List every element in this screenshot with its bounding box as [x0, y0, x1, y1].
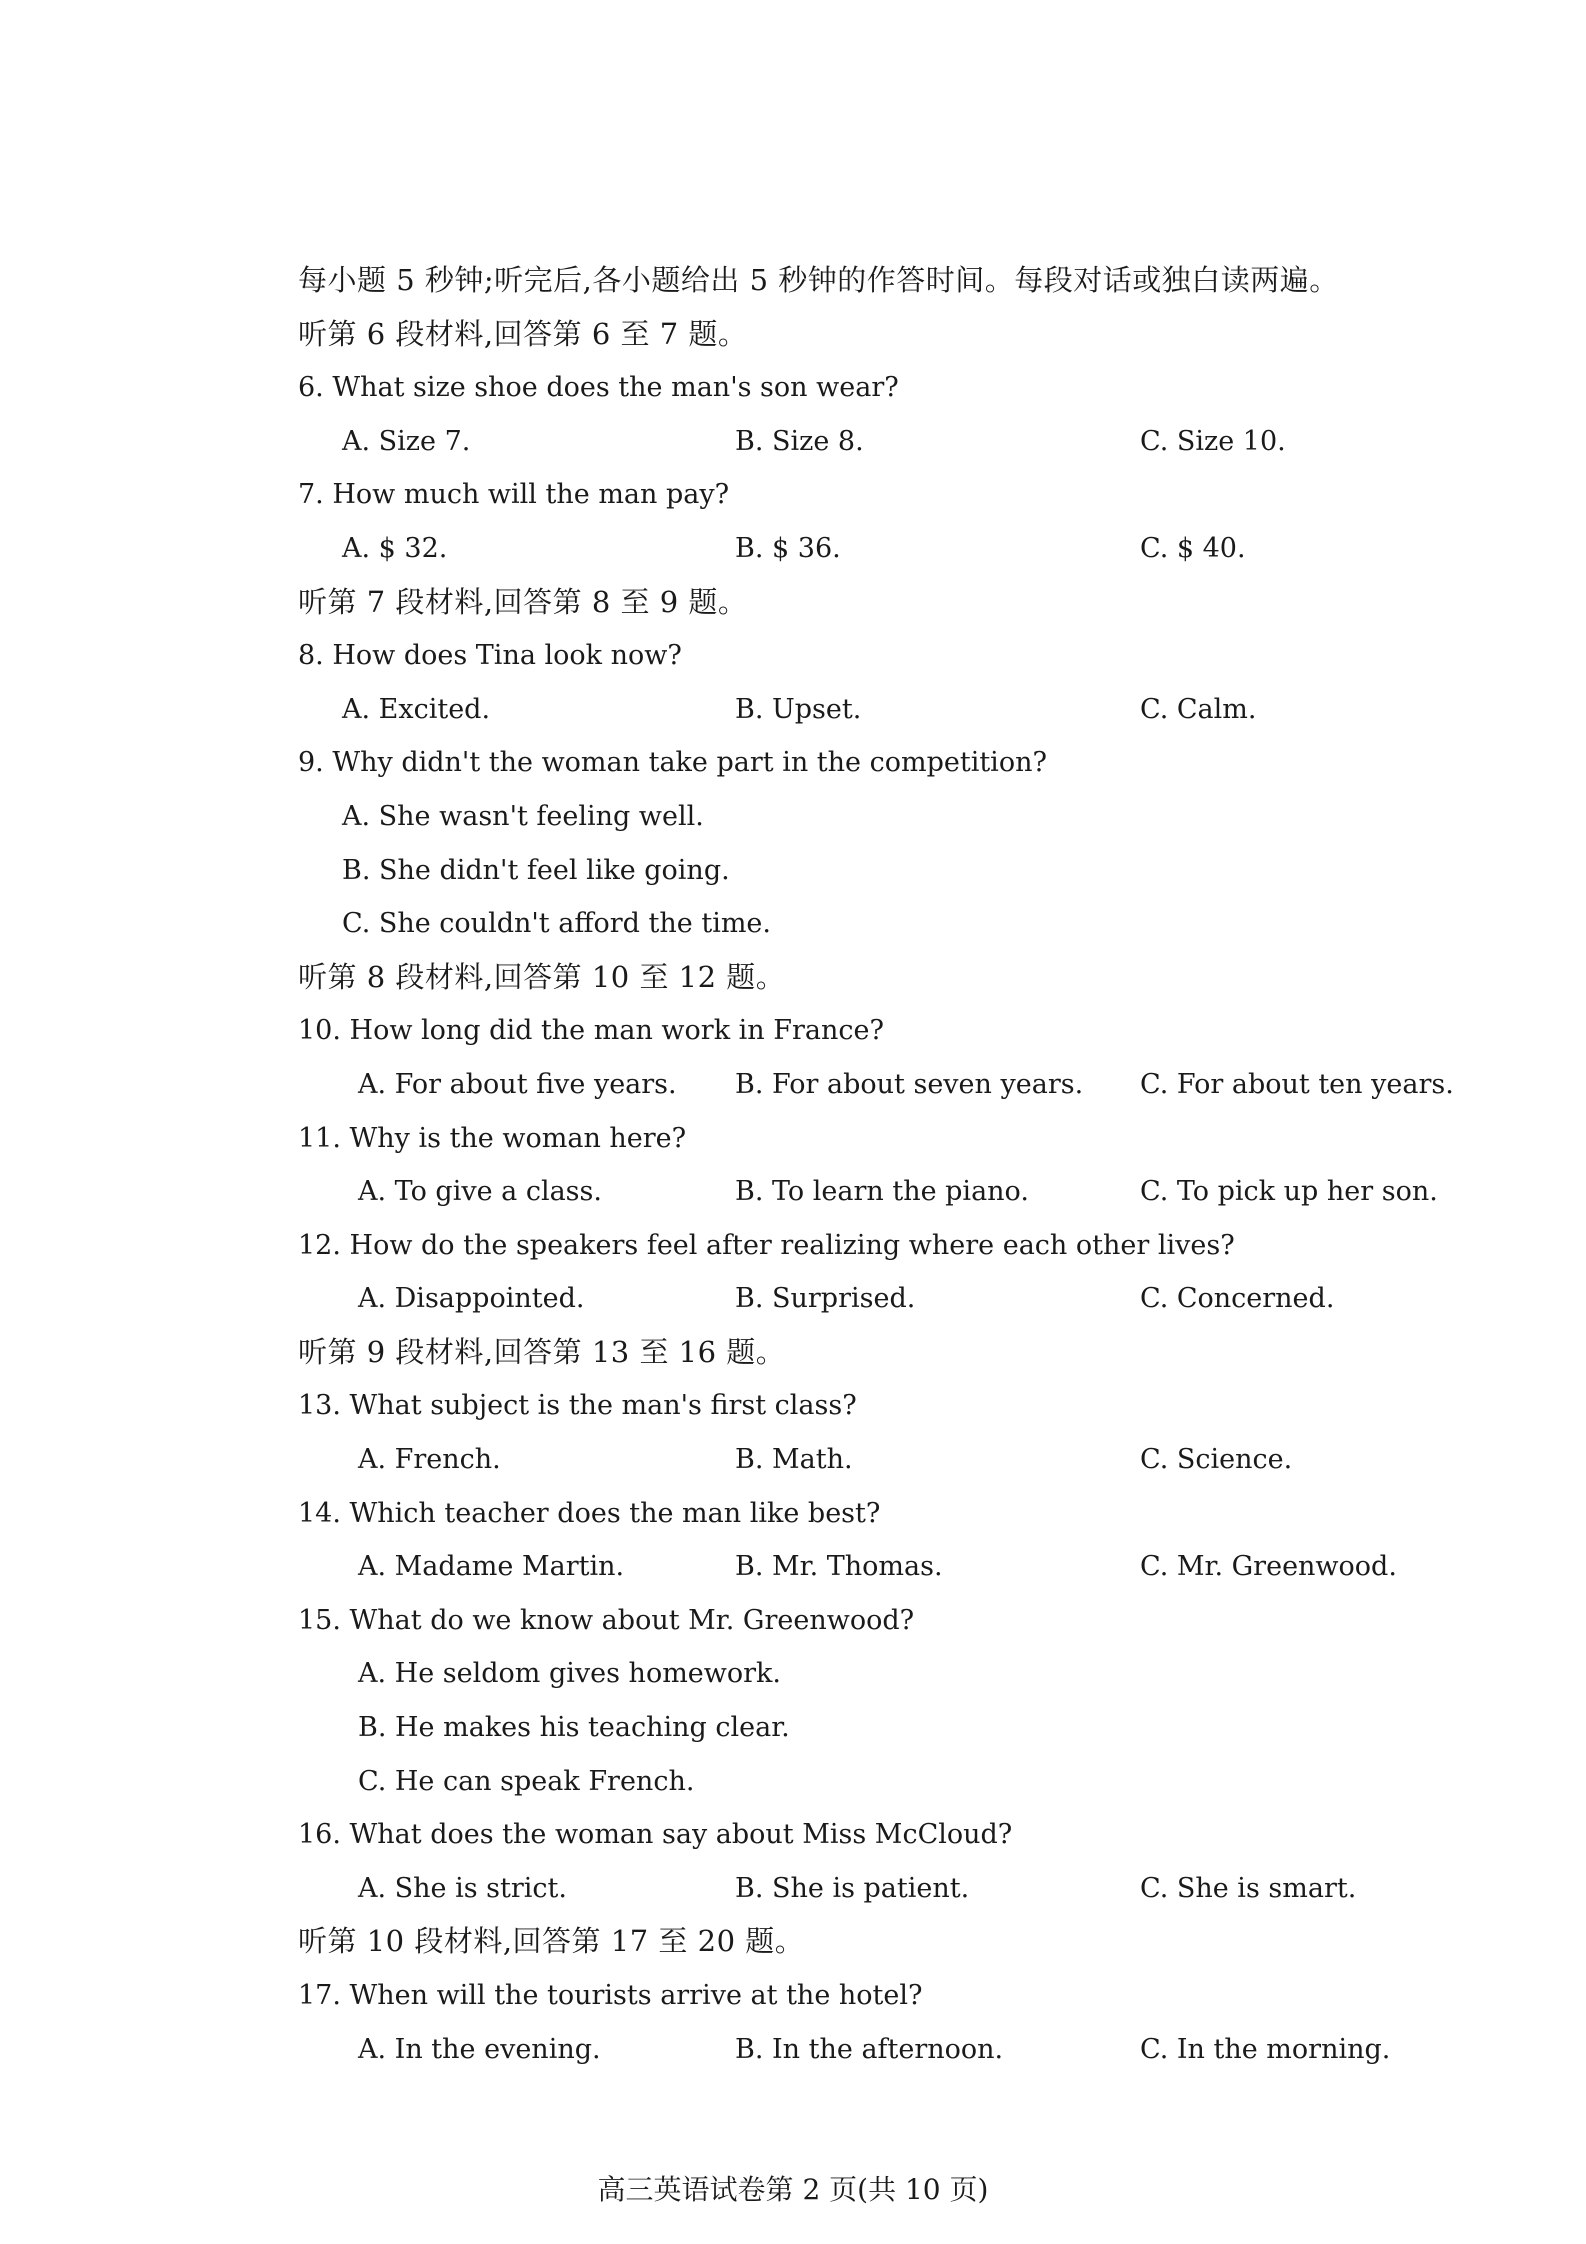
option-b: B. Math. — [735, 1444, 853, 1476]
option-b: B. Mr. Thomas. — [735, 1551, 943, 1583]
question-stem: 14. Which teacher does the man like best? — [298, 1497, 881, 1529]
section-heading: 听第 6 段材料,回答第 6 至 7 题。 — [298, 316, 748, 351]
option-c: C. In the morning. — [1140, 2033, 1391, 2065]
option-c: C. Science. — [1140, 1444, 1293, 1476]
option-c: C. She couldn't afford the time. — [342, 908, 771, 940]
options-row — [298, 1165, 1498, 1219]
option-a: A. In the evening. — [358, 2033, 601, 2065]
option-c: C. He can speak French. — [358, 1765, 695, 1797]
options-row — [298, 522, 1498, 576]
option-a: A. Madame Martin. — [358, 1551, 625, 1583]
option-b: B. She is patient. — [735, 1872, 970, 1904]
option-a: A. Disappointed. — [358, 1283, 585, 1315]
option-a: A. She wasn't feeling well. — [342, 800, 704, 832]
option-b: B. In the afternoon. — [735, 2033, 1004, 2065]
option-c: C. Concerned. — [1140, 1283, 1335, 1315]
section-heading: 听第 10 段材料,回答第 17 至 20 题。 — [298, 1924, 805, 1959]
option-b: B. Upset. — [735, 693, 862, 725]
options-row — [298, 1433, 1498, 1487]
options-row — [298, 683, 1498, 737]
section-heading: 听第 9 段材料,回答第 13 至 16 题。 — [298, 1334, 786, 1369]
option-a: A. To give a class. — [358, 1176, 602, 1208]
options-row — [298, 1058, 1498, 1112]
option-b: B. Size 8. — [735, 425, 864, 457]
question-stem: 11. Why is the woman here? — [298, 1122, 687, 1154]
page-content — [298, 254, 1498, 2076]
question-stem: 15. What do we know about Mr. Greenwood? — [298, 1604, 915, 1636]
option-a: A. For about five years. — [358, 1068, 677, 1100]
question-stem: 17. When will the tourists arrive at the hotel? — [298, 1980, 923, 2011]
question-stem: 7. How much will the man pay? — [298, 479, 730, 511]
option-c: C. Mr. Greenwood. — [1140, 1551, 1397, 1583]
option-a: A. French. — [358, 1444, 501, 1476]
option-c: C. To pick up her son. — [1140, 1176, 1438, 1208]
option-b: B. He makes his teaching clear. — [358, 1712, 790, 1744]
option-c: C. For about ten years. — [1140, 1068, 1454, 1100]
option-b: B. To learn the piano. — [735, 1176, 1029, 1208]
question-stem: 8. How does Tina look now? — [298, 640, 682, 672]
option-c: C. Calm. — [1140, 693, 1257, 725]
section-heading: 听第 7 段材料,回答第 8 至 9 题。 — [298, 584, 748, 619]
option-b: B. $ 36. — [735, 532, 841, 564]
options-row — [298, 1272, 1498, 1326]
options-row — [298, 1540, 1498, 1594]
page-footer: 高三英语试卷第 2 页(共 10 页) — [597, 2173, 989, 2206]
option-a: A. He seldom gives homework. — [358, 1658, 781, 1690]
option-a: A. Excited. — [342, 693, 491, 725]
option-b: B. She didn't feel like going. — [342, 854, 730, 886]
question-stem: 10. How long did the man work in France? — [298, 1015, 884, 1047]
options-row — [298, 1862, 1498, 1916]
section-heading: 听第 8 段材料,回答第 10 至 12 题。 — [298, 959, 786, 994]
option-a: A. She is strict. — [358, 1872, 567, 1904]
options-row — [298, 415, 1498, 469]
option-c: C. Size 10. — [1140, 425, 1286, 457]
option-c: C. She is smart. — [1140, 1872, 1357, 1904]
option-c: C. $ 40. — [1140, 532, 1246, 564]
question-stem: 6. What size shoe does the man's son wear? — [298, 372, 899, 404]
question-stem: 9. Why didn't the woman take part in the competition? — [298, 747, 1047, 779]
intro-instruction: 每小题 5 秒钟;听完后,各小题给出 5 秒钟的作答时间。每段对话或独白读两遍。 — [298, 263, 1339, 297]
option-b: B. For about seven years. — [735, 1068, 1084, 1100]
question-stem: 16. What does the woman say about Miss McCloud? — [298, 1819, 1013, 1851]
question-stem: 13. What subject is the man's first class? — [298, 1390, 857, 1422]
option-b: B. Surprised. — [735, 1283, 916, 1315]
option-a: A. $ 32. — [342, 532, 448, 564]
option-a: A. Size 7. — [342, 425, 471, 457]
question-stem: 12. How do the speakers feel after realizing where each other lives? — [298, 1229, 1235, 1261]
options-row — [298, 2023, 1498, 2077]
